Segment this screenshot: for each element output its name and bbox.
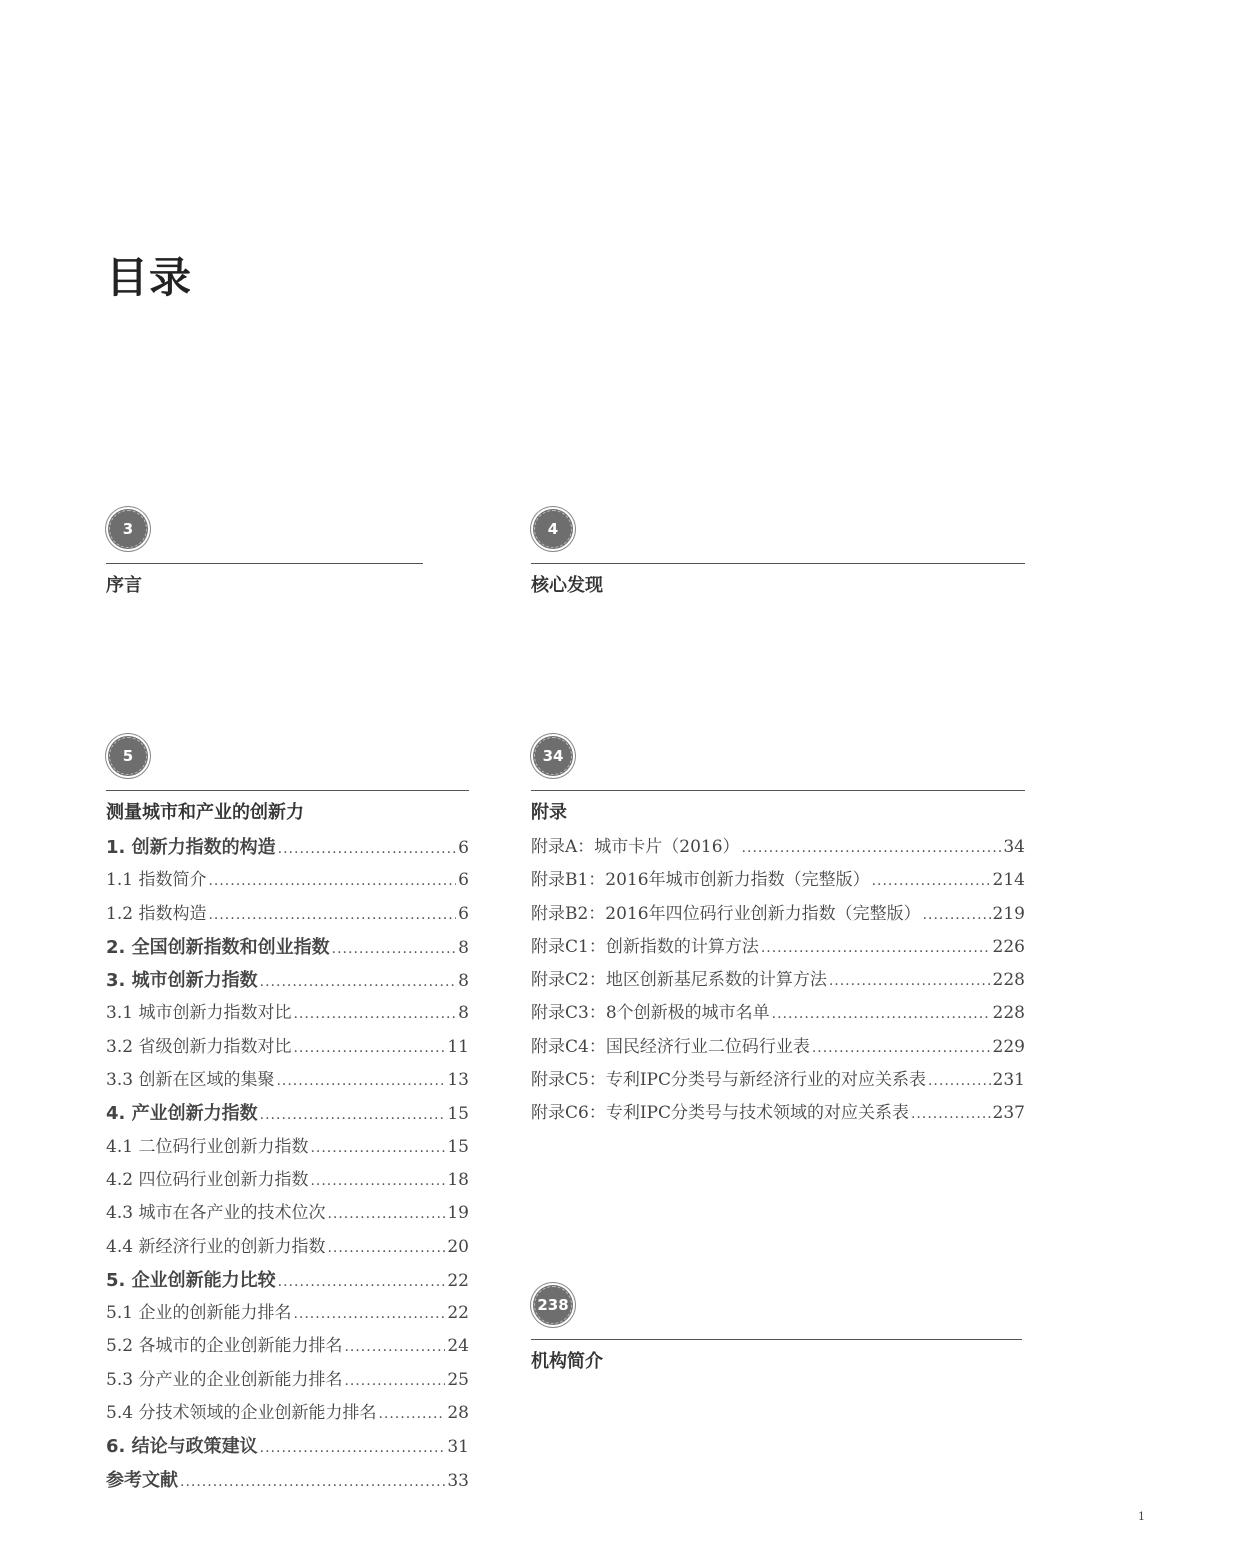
section-title-measure[interactable]: 测量城市和产业的创新力 — [106, 802, 304, 823]
toc-entry-label: 附录A：城市卡片（2016） — [531, 837, 740, 857]
toc-entry-page: 25 — [447, 1369, 469, 1390]
dot-leader — [180, 1466, 445, 1499]
page-title: 目录 — [106, 253, 193, 302]
toc-entry-label: 附录C3：8个创新极的城市名单 — [531, 1003, 770, 1024]
toc-entry[interactable] — [106, 1297, 469, 1330]
toc-entry-label: 3.1 城市创新力指数对比 — [106, 1003, 292, 1024]
toc-entry-label: 1.2 指数构造 — [106, 903, 207, 924]
dot-leader — [928, 1065, 991, 1098]
dot-leader — [911, 1098, 991, 1131]
toc-entry[interactable] — [106, 898, 469, 931]
page-badge: 5 — [106, 734, 150, 778]
toc-list-appendix — [531, 831, 1025, 1131]
toc-entry[interactable] — [106, 1097, 469, 1130]
toc-entry-page: 6 — [458, 870, 469, 891]
toc-entry[interactable] — [531, 964, 1025, 997]
toc-entry[interactable] — [531, 864, 1025, 897]
toc-entry[interactable] — [106, 831, 469, 864]
toc-entry-page: 228 — [992, 970, 1025, 991]
toc-entry-label: 4. 产业创新力指数 — [106, 1103, 258, 1125]
toc-entry-page: 28 — [447, 1403, 469, 1424]
section-appendix — [531, 734, 1025, 1131]
dot-leader — [278, 833, 457, 866]
toc-entry-page: 214 — [992, 870, 1025, 891]
toc-entry[interactable] — [106, 1231, 469, 1264]
toc-entry-page: 19 — [447, 1203, 469, 1224]
toc-entry-page: 22 — [447, 1303, 469, 1324]
toc-entry-label: 4.4 新经济行业的创新力指数 — [106, 1236, 326, 1257]
page-number: 1 — [1138, 1510, 1145, 1523]
toc-entry-label: 附录C6：专利IPC分类号与技术领域的对应关系表 — [531, 1103, 909, 1124]
dot-leader — [310, 1132, 445, 1165]
section-divider — [106, 563, 423, 564]
toc-entry[interactable] — [106, 1064, 469, 1097]
toc-entry[interactable] — [106, 1197, 469, 1230]
toc-entry-label: 3.2 省级创新力指数对比 — [106, 1036, 292, 1057]
toc-entry-page: 8 — [458, 971, 469, 992]
toc-entry-page: 22 — [447, 1270, 469, 1291]
toc-entry-page: 33 — [447, 1470, 469, 1491]
dot-leader — [260, 1099, 446, 1132]
toc-list-measure — [106, 831, 469, 1497]
toc-entry-label: 5.4 分技术领域的企业创新能力排名 — [106, 1403, 377, 1424]
toc-entry[interactable] — [106, 1397, 469, 1430]
toc-entry-page: 8 — [458, 1003, 469, 1024]
toc-entry[interactable] — [106, 1430, 469, 1463]
dot-leader — [923, 899, 991, 932]
toc-entry-page: 231 — [992, 1070, 1025, 1091]
toc-entry-page: 219 — [992, 903, 1025, 924]
dot-leader — [293, 1298, 445, 1331]
dot-leader — [327, 1198, 445, 1231]
toc-entry-page: 13 — [447, 1070, 469, 1091]
toc-entry-label: 4.2 四位码行业创新力指数 — [106, 1169, 309, 1190]
toc-entry[interactable] — [106, 1031, 469, 1064]
toc-entry-label: 5. 企业创新能力比较 — [106, 1269, 276, 1291]
dot-leader — [742, 832, 1002, 865]
toc-entry-label: 5.3 分产业的企业创新能力排名 — [106, 1369, 343, 1390]
toc-entry[interactable] — [531, 1097, 1025, 1130]
toc-entry-page: 15 — [447, 1104, 469, 1125]
toc-entry-label: 1. 创新力指数的构造 — [106, 837, 276, 858]
dot-leader — [278, 1266, 446, 1299]
toc-entry[interactable] — [106, 1364, 469, 1397]
toc-entry[interactable] — [106, 864, 469, 897]
dot-leader — [344, 1331, 445, 1364]
dot-leader — [293, 998, 456, 1031]
dot-leader — [872, 865, 991, 898]
toc-entry-label: 4.3 城市在各产业的技术位次 — [106, 1203, 326, 1224]
toc-entry[interactable] — [106, 1164, 469, 1197]
toc-entry-label: 附录C4：国民经济行业二位码行业表 — [531, 1036, 810, 1057]
toc-entry-label: 附录B1：2016年城市创新力指数（完整版） — [531, 870, 870, 891]
dot-leader — [761, 932, 991, 965]
section-title-findings[interactable]: 核心发现 — [531, 575, 603, 596]
section-preface — [106, 507, 423, 598]
dot-leader — [332, 933, 457, 966]
dot-leader — [829, 965, 991, 998]
dot-leader — [812, 1032, 991, 1065]
toc-entry[interactable] — [106, 1330, 469, 1363]
section-divider — [531, 563, 1025, 564]
toc-entry-label: 4.1 二位码行业创新力指数 — [106, 1136, 309, 1157]
dot-leader — [327, 1232, 445, 1265]
dot-leader — [344, 1365, 445, 1398]
section-measure — [106, 734, 469, 1497]
toc-entry-page: 226 — [992, 936, 1025, 957]
toc-entry[interactable] — [531, 931, 1025, 964]
toc-entry[interactable] — [106, 1464, 469, 1497]
dot-leader — [260, 966, 457, 999]
dot-leader — [208, 865, 456, 898]
toc-entry-page: 34 — [1003, 837, 1025, 857]
section-divider — [531, 790, 1025, 791]
section-about — [531, 1283, 1022, 1374]
toc-entry-label: 附录C1：创新指数的计算方法 — [531, 936, 759, 957]
page-badge: 4 — [531, 507, 575, 551]
toc-entry[interactable] — [106, 997, 469, 1030]
toc-entry-page: 20 — [447, 1236, 469, 1257]
toc-entry-page: 24 — [447, 1336, 469, 1357]
toc-entry-label: 5.1 企业的创新能力排名 — [106, 1303, 292, 1324]
toc-entry[interactable] — [106, 931, 469, 964]
toc-entry-page: 229 — [992, 1036, 1025, 1057]
section-divider — [531, 1339, 1022, 1340]
toc-entry[interactable] — [106, 964, 469, 997]
toc-entry[interactable] — [531, 831, 1025, 864]
toc-entry[interactable] — [106, 1131, 469, 1164]
section-findings — [531, 507, 1025, 598]
toc-entry-label: 附录C2：地区创新基尼系数的计算方法 — [531, 970, 827, 991]
page-badge: 34 — [531, 734, 575, 778]
toc-entry-page: 8 — [458, 937, 469, 958]
toc-entry-page: 228 — [992, 1003, 1025, 1024]
toc-entry-page: 237 — [992, 1103, 1025, 1124]
dot-leader — [293, 1032, 445, 1065]
toc-entry-label: 3.3 创新在区域的集聚 — [106, 1070, 275, 1091]
toc-entry-page: 15 — [447, 1136, 469, 1157]
toc-entry[interactable] — [106, 1264, 469, 1297]
toc-entry[interactable] — [531, 1031, 1025, 1064]
toc-entry-page: 18 — [447, 1169, 469, 1190]
toc-entry-label: 5.2 各城市的企业创新能力排名 — [106, 1336, 343, 1357]
page-badge: 3 — [106, 507, 150, 551]
dot-leader — [208, 899, 456, 932]
toc-entry-label: 附录C5：专利IPC分类号与新经济行业的对应关系表 — [531, 1070, 926, 1091]
section-title-appendix[interactable]: 附录 — [531, 802, 567, 823]
dot-leader — [260, 1432, 446, 1465]
toc-entry-label: 3. 城市创新力指数 — [106, 970, 258, 992]
toc-entry[interactable] — [531, 997, 1025, 1030]
toc-entry-page: 11 — [447, 1036, 469, 1057]
dot-leader — [772, 998, 991, 1031]
toc-entry-label: 2. 全国创新指数和创业指数 — [106, 936, 330, 958]
page-badge: 238 — [531, 1283, 575, 1327]
toc-entry[interactable] — [531, 1064, 1025, 1097]
section-title-preface[interactable]: 序言 — [106, 575, 142, 596]
toc-entry[interactable] — [531, 898, 1025, 931]
toc-entry-page: 6 — [458, 838, 469, 858]
toc-entry-page: 6 — [458, 903, 469, 924]
toc-entry-page: 31 — [447, 1437, 469, 1458]
dot-leader — [276, 1065, 445, 1098]
section-divider — [106, 790, 469, 791]
toc-entry-label: 6. 结论与政策建议 — [106, 1436, 258, 1458]
toc-entry-label: 1.1 指数简介 — [106, 870, 207, 891]
section-title-about[interactable]: 机构简介 — [531, 1351, 603, 1372]
toc-entry-label: 参考文献 — [106, 1469, 178, 1491]
toc-entry-label: 附录B2：2016年四位码行业创新力指数（完整版） — [531, 903, 921, 924]
dot-leader — [378, 1398, 445, 1431]
dot-leader — [310, 1165, 445, 1198]
